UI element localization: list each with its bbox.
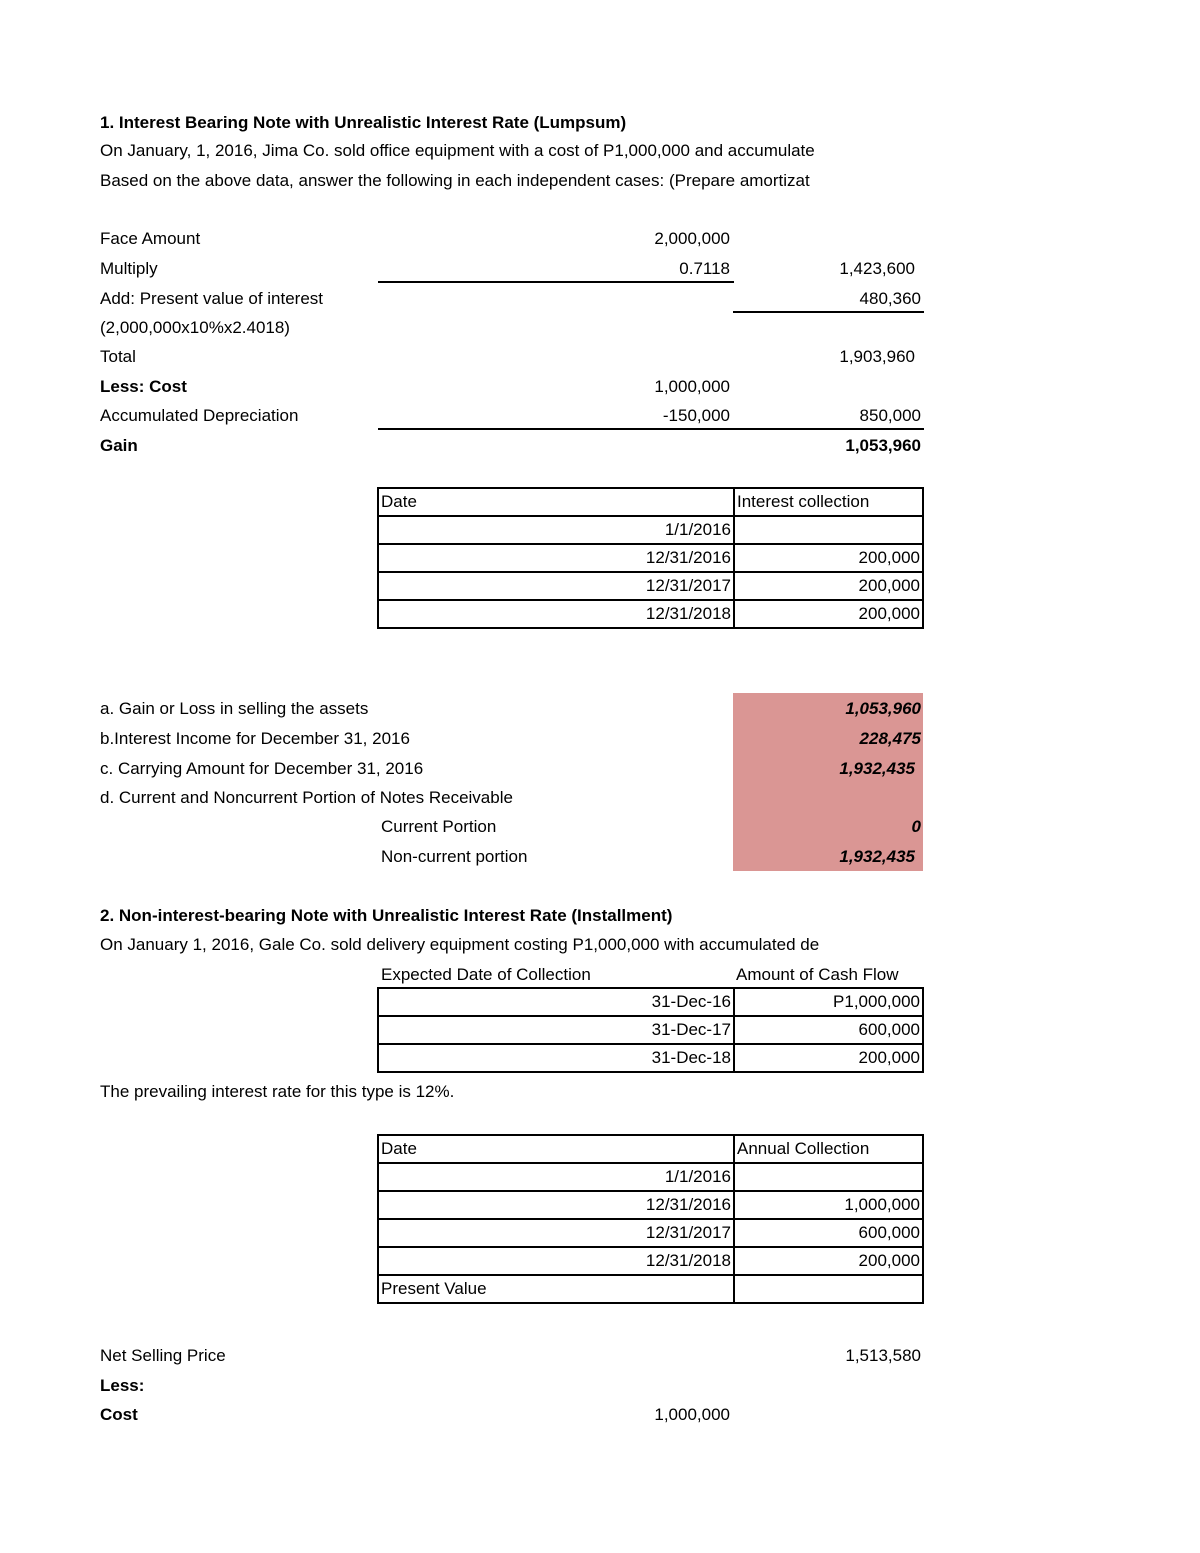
cell-amount: 200,000: [734, 572, 923, 600]
section2-collection-schedule: [377, 1134, 924, 1304]
header-date: Date: [378, 488, 734, 516]
answers-highlight: [733, 693, 923, 871]
current-portion-value: 0: [911, 817, 921, 836]
underline-depreciation: [378, 428, 924, 430]
table-row: [378, 600, 923, 628]
value-gain: 1,053,960: [845, 436, 921, 455]
section1-problem-line1: On January, 1, 2016, Jima Co. sold office equipment with a cost of P1,000,000 and accumulate: [100, 141, 815, 160]
underline-multiply: [378, 281, 734, 283]
header-interest-collection: Interest collection: [734, 488, 923, 516]
table-row: [378, 1219, 923, 1247]
cell-amount: 600,000: [734, 1219, 923, 1247]
cell-date: 1/1/2016: [378, 1163, 734, 1191]
cell-amount: 600,000: [734, 1016, 923, 1044]
header-annual-collection: Annual Collection: [734, 1135, 923, 1163]
section1-problem-line2: Based on the above data, answer the following in each independent cases: (Prepare amortizat: [100, 171, 810, 190]
cell-date: 12/31/2017: [378, 1219, 734, 1247]
current-portion-label: Current Portion: [381, 817, 497, 836]
noncurrent-portion-value: 1,932,435: [839, 847, 915, 866]
cell-amount: [734, 1163, 923, 1191]
value-accumulated-depreciation: -150,000: [662, 406, 730, 425]
cell-date: 1/1/2016: [378, 516, 734, 544]
value-book-value: 850,000: [859, 406, 921, 425]
value-pv-face: 1,423,600: [839, 259, 915, 278]
cell-date: 31-Dec-16: [378, 988, 734, 1016]
table-row: [378, 516, 923, 544]
label-net-selling-price: Net Selling Price: [100, 1346, 226, 1365]
section2-title: 2. Non-interest-bearing Note with Unrealistic Interest Rate (Installment): [100, 906, 673, 925]
cell-date: 31-Dec-18: [378, 1044, 734, 1072]
section2-problem-line1: On January 1, 2016, Gale Co. sold delivery equipment costing P1,000,000 with accumulated de: [100, 935, 820, 954]
table-row: [378, 1163, 923, 1191]
answer-c-label: c. Carrying Amount for December 31, 2016: [100, 759, 424, 778]
answer-b-value: 228,475: [859, 729, 921, 748]
table-row: [378, 1016, 923, 1044]
answer-c-value: 1,932,435: [839, 759, 915, 778]
cell-date: 12/31/2017: [378, 572, 734, 600]
noncurrent-portion-label: Non-current portion: [381, 847, 528, 866]
table-footer-row: [378, 1275, 923, 1303]
answer-a-label: a. Gain or Loss in selling the assets: [100, 699, 369, 718]
answer-d-label: d. Current and Noncurrent Portion of Notes Receivable: [100, 788, 513, 807]
value-cost: 1,000,000: [654, 1405, 730, 1424]
label-face-amount: Face Amount: [100, 229, 201, 248]
cell-date: 12/31/2016: [378, 1191, 734, 1219]
interest-rate-note: The prevailing interest rate for this type is 12%.: [100, 1082, 455, 1101]
label-add-pv-interest: Add: Present value of interest: [100, 289, 324, 308]
table-row: [378, 544, 923, 572]
label-less: Less:: [100, 1376, 145, 1395]
value-net-selling-price: 1,513,580: [845, 1346, 921, 1365]
header-amount-cash-flow: Amount of Cash Flow: [736, 965, 899, 984]
present-value-cell: [734, 1275, 923, 1303]
value-total: 1,903,960: [839, 347, 915, 366]
cell-date: 12/31/2018: [378, 600, 734, 628]
value-cost: 1,000,000: [654, 377, 730, 396]
section1-interest-schedule: [377, 487, 924, 629]
cell-amount: [734, 516, 923, 544]
cell-amount: 200,000: [734, 544, 923, 572]
value-multiply-factor: 0.7118: [679, 259, 730, 278]
label-cost: Cost: [100, 1405, 138, 1424]
label-accumulated-depreciation: Accumulated Depreciation: [100, 406, 299, 425]
answer-b-label: b.Interest Income for December 31, 2016: [100, 729, 410, 748]
cell-amount: P1,000,000: [734, 988, 923, 1016]
cell-date: 12/31/2016: [378, 544, 734, 572]
table-row: [378, 572, 923, 600]
cell-amount: 200,000: [734, 1247, 923, 1275]
table-row: [378, 1044, 923, 1072]
label-multiply: Multiply: [100, 259, 158, 278]
underline-pv-interest: [733, 311, 924, 313]
value-pv-interest: 480,360: [859, 289, 921, 308]
table-row: [378, 988, 923, 1016]
section2-cashflow-table: [377, 987, 924, 1073]
cell-date: 12/31/2018: [378, 1247, 734, 1275]
label-pv-interest-formula: (2,000,000x10%x2.4018): [100, 318, 290, 337]
cell-amount: 1,000,000: [734, 1191, 923, 1219]
label-gain: Gain: [100, 436, 138, 455]
cell-amount: 200,000: [734, 600, 923, 628]
section1-title: 1. Interest Bearing Note with Unrealistic Interest Rate (Lumpsum): [100, 113, 627, 132]
label-less-cost: Less: Cost: [100, 377, 187, 396]
cell-amount: 200,000: [734, 1044, 923, 1072]
present-value-label: Present Value: [378, 1275, 734, 1303]
table-row: [378, 1247, 923, 1275]
label-total: Total: [100, 347, 136, 366]
header-date: Date: [378, 1135, 734, 1163]
answer-a-value: 1,053,960: [845, 699, 921, 718]
cell-date: 31-Dec-17: [378, 1016, 734, 1044]
header-expected-date: Expected Date of Collection: [381, 965, 591, 984]
table-row: [378, 1191, 923, 1219]
value-face-amount: 2,000,000: [654, 229, 730, 248]
